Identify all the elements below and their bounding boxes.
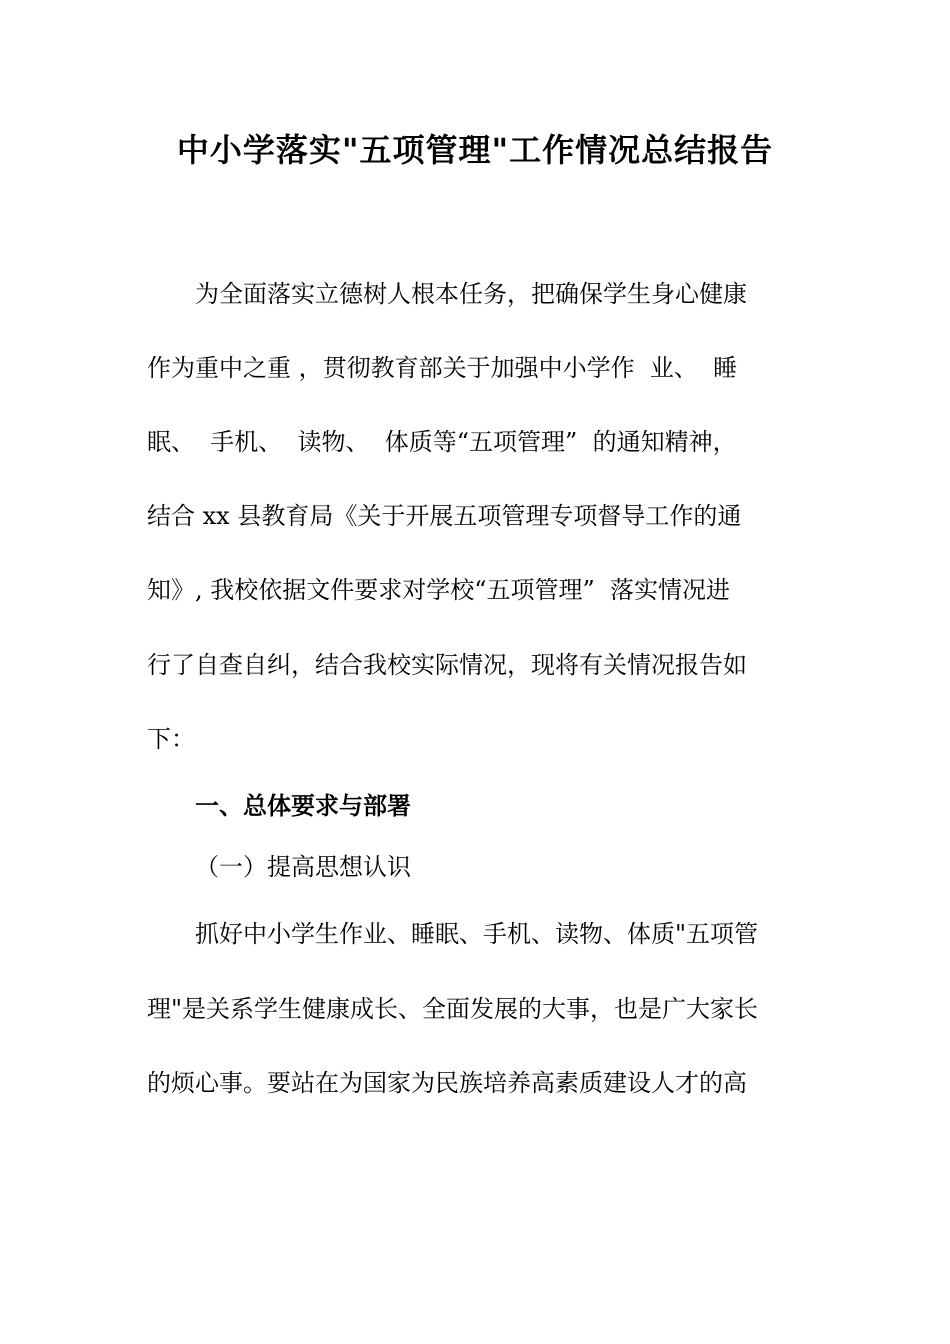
paragraph-line: 结合 xx 县教育局《关于开展五项管理专项督导工作的通 [147,502,742,530]
paragraph-line: 为全面落实立德树人根本任务，把确保学生身心健康 [195,280,747,308]
paragraph-line: 理"是关系学生健康成长、全面发展的大事，也是广大家长 [147,995,759,1023]
section-heading: 一、总体要求与部署 [195,792,411,820]
paragraph-line: 行了自查自纠，结合我校实际情况，现将有关情况报告如 [147,651,747,679]
paragraph-line: 的烦心事。要站在为国家为民族培养高素质建设人才的高 [147,1069,747,1097]
paragraph-line: 抓好中小学生作业、睡眠、手机、读物、体质"五项管 [195,920,759,948]
paragraph-line: 知》, 我校依据文件要求对学校“五项管理” 落实情况进 [147,576,731,604]
subsection-heading: （一）提高思想认识 [195,853,411,881]
paragraph-line: 下： [147,725,195,753]
paragraph-line: 眠、 手机、 读物、 体质等“五项管理” 的通知精神， [147,428,737,456]
paragraph-line: 作为重中之重 ，贯彻教育部关于加强中小学作 业、 睡 [147,354,738,382]
document-title: 中小学落实"五项管理"工作情况总结报告 [176,131,774,169]
